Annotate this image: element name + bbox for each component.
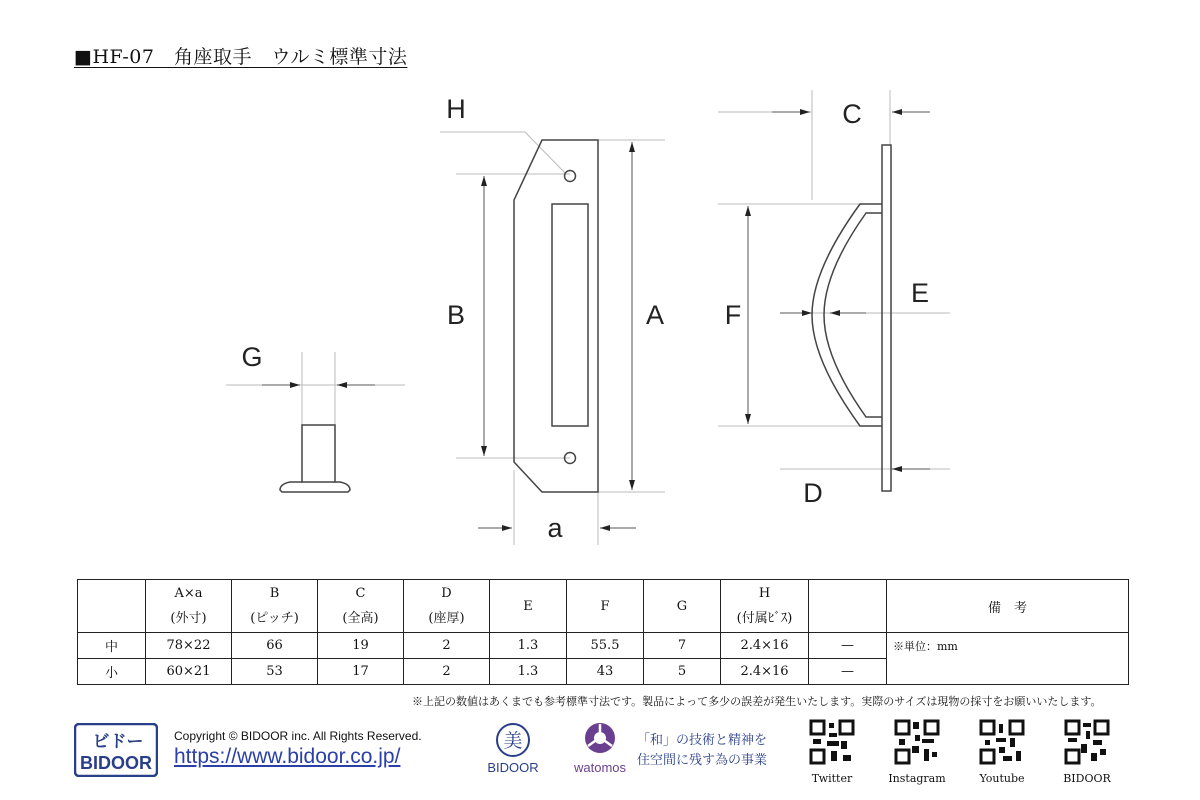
- remarks-cell: ※単位：mm: [887, 633, 1129, 685]
- svg-text:BIDOOR: BIDOOR: [80, 753, 152, 773]
- label-a: a: [547, 513, 563, 543]
- header-cell: E: [490, 580, 567, 633]
- header-cell: A×a (外寸): [146, 580, 232, 633]
- qr-code-youtube[interactable]: [979, 719, 1025, 765]
- tagline: [637, 731, 767, 771]
- cell: 66: [232, 633, 318, 659]
- label-G: G: [241, 342, 263, 372]
- header-cell: [809, 580, 887, 633]
- row-size: 中: [78, 633, 146, 659]
- cell: 2: [404, 659, 490, 685]
- end-view: [280, 425, 350, 492]
- cell: 19: [318, 633, 404, 659]
- dimension-lines: [262, 112, 930, 528]
- header-cell: B (ピッチ): [232, 580, 318, 633]
- cell: 17: [318, 659, 404, 685]
- header-cell: H (付属ﾋﾞｽ): [721, 580, 809, 633]
- qr-label-instagram: Instagram: [888, 772, 946, 785]
- cell: —: [809, 633, 887, 659]
- cell: 7: [644, 633, 721, 659]
- front-view: [514, 140, 598, 492]
- cell: 78×22: [146, 633, 232, 659]
- svg-text:ビドー: ビドー: [92, 732, 144, 752]
- cell: —: [809, 659, 887, 685]
- watomos-icon: [583, 720, 617, 756]
- cell: 53: [232, 659, 318, 685]
- disclaimer-note: ※上記の数値はあくまでも参考標準寸法です。製品によって多少の誤差が発生いたします。実際のサイズは現物の採寸をお願いいたします。: [412, 695, 1102, 708]
- qr-label-bidoor: BIDOOR: [1063, 772, 1111, 785]
- header-cell: D (座厚): [404, 580, 490, 633]
- website-link[interactable]: https://www.bidoor.co.jp/: [174, 745, 401, 768]
- header-cell: [78, 580, 146, 633]
- label-E: E: [910, 278, 930, 308]
- cell: 1.3: [490, 633, 567, 659]
- watomos-label: watomos: [573, 760, 627, 775]
- page-title: ■HF-07 角座取手 ウルミ標準寸法: [74, 46, 408, 68]
- qr-label-youtube: Youtube: [979, 772, 1025, 785]
- qr-label-twitter: Twitter: [811, 772, 853, 785]
- cell: 5: [644, 659, 721, 685]
- row-size: 小: [78, 659, 146, 685]
- spec-table: [77, 579, 1129, 685]
- qr-code-twitter[interactable]: [809, 719, 855, 765]
- header-cell: C (全高): [318, 580, 404, 633]
- table-header-row: [78, 580, 1129, 633]
- tagline-line-1: 「和」の技術と精神を: [637, 733, 768, 748]
- qr-code-bidoor[interactable]: [1064, 719, 1110, 765]
- label-D: D: [803, 478, 823, 508]
- bidoor-mark-icon: [493, 722, 533, 758]
- cell: 43: [567, 659, 644, 685]
- header-cell: G: [644, 580, 721, 633]
- cell: 1.3: [490, 659, 567, 685]
- cell: 2.4×16: [721, 633, 809, 659]
- cell: 2.4×16: [721, 659, 809, 685]
- cell: 55.5: [567, 633, 644, 659]
- cell: 60×21: [146, 659, 232, 685]
- label-A: A: [645, 300, 665, 330]
- label-H: H: [446, 94, 466, 124]
- label-F: F: [724, 300, 742, 330]
- bidoor-logo: [74, 723, 158, 777]
- header-cell: F: [567, 580, 644, 633]
- table-row: [78, 633, 1129, 659]
- qr-code-instagram[interactable]: [894, 719, 940, 765]
- label-C: C: [842, 99, 862, 129]
- copyright: Copyright © BIDOOR inc. All Rights Reserved.: [174, 729, 422, 743]
- cell: 2: [404, 633, 490, 659]
- svg-text:美: 美: [503, 730, 523, 752]
- bidoor-mark-label: BIDOOR: [487, 760, 539, 775]
- side-view: [812, 145, 891, 491]
- label-B: B: [446, 300, 466, 330]
- tagline-line-2: 住空間に残す為の事業: [637, 753, 768, 768]
- header-cell-remarks: 備 考: [887, 580, 1129, 633]
